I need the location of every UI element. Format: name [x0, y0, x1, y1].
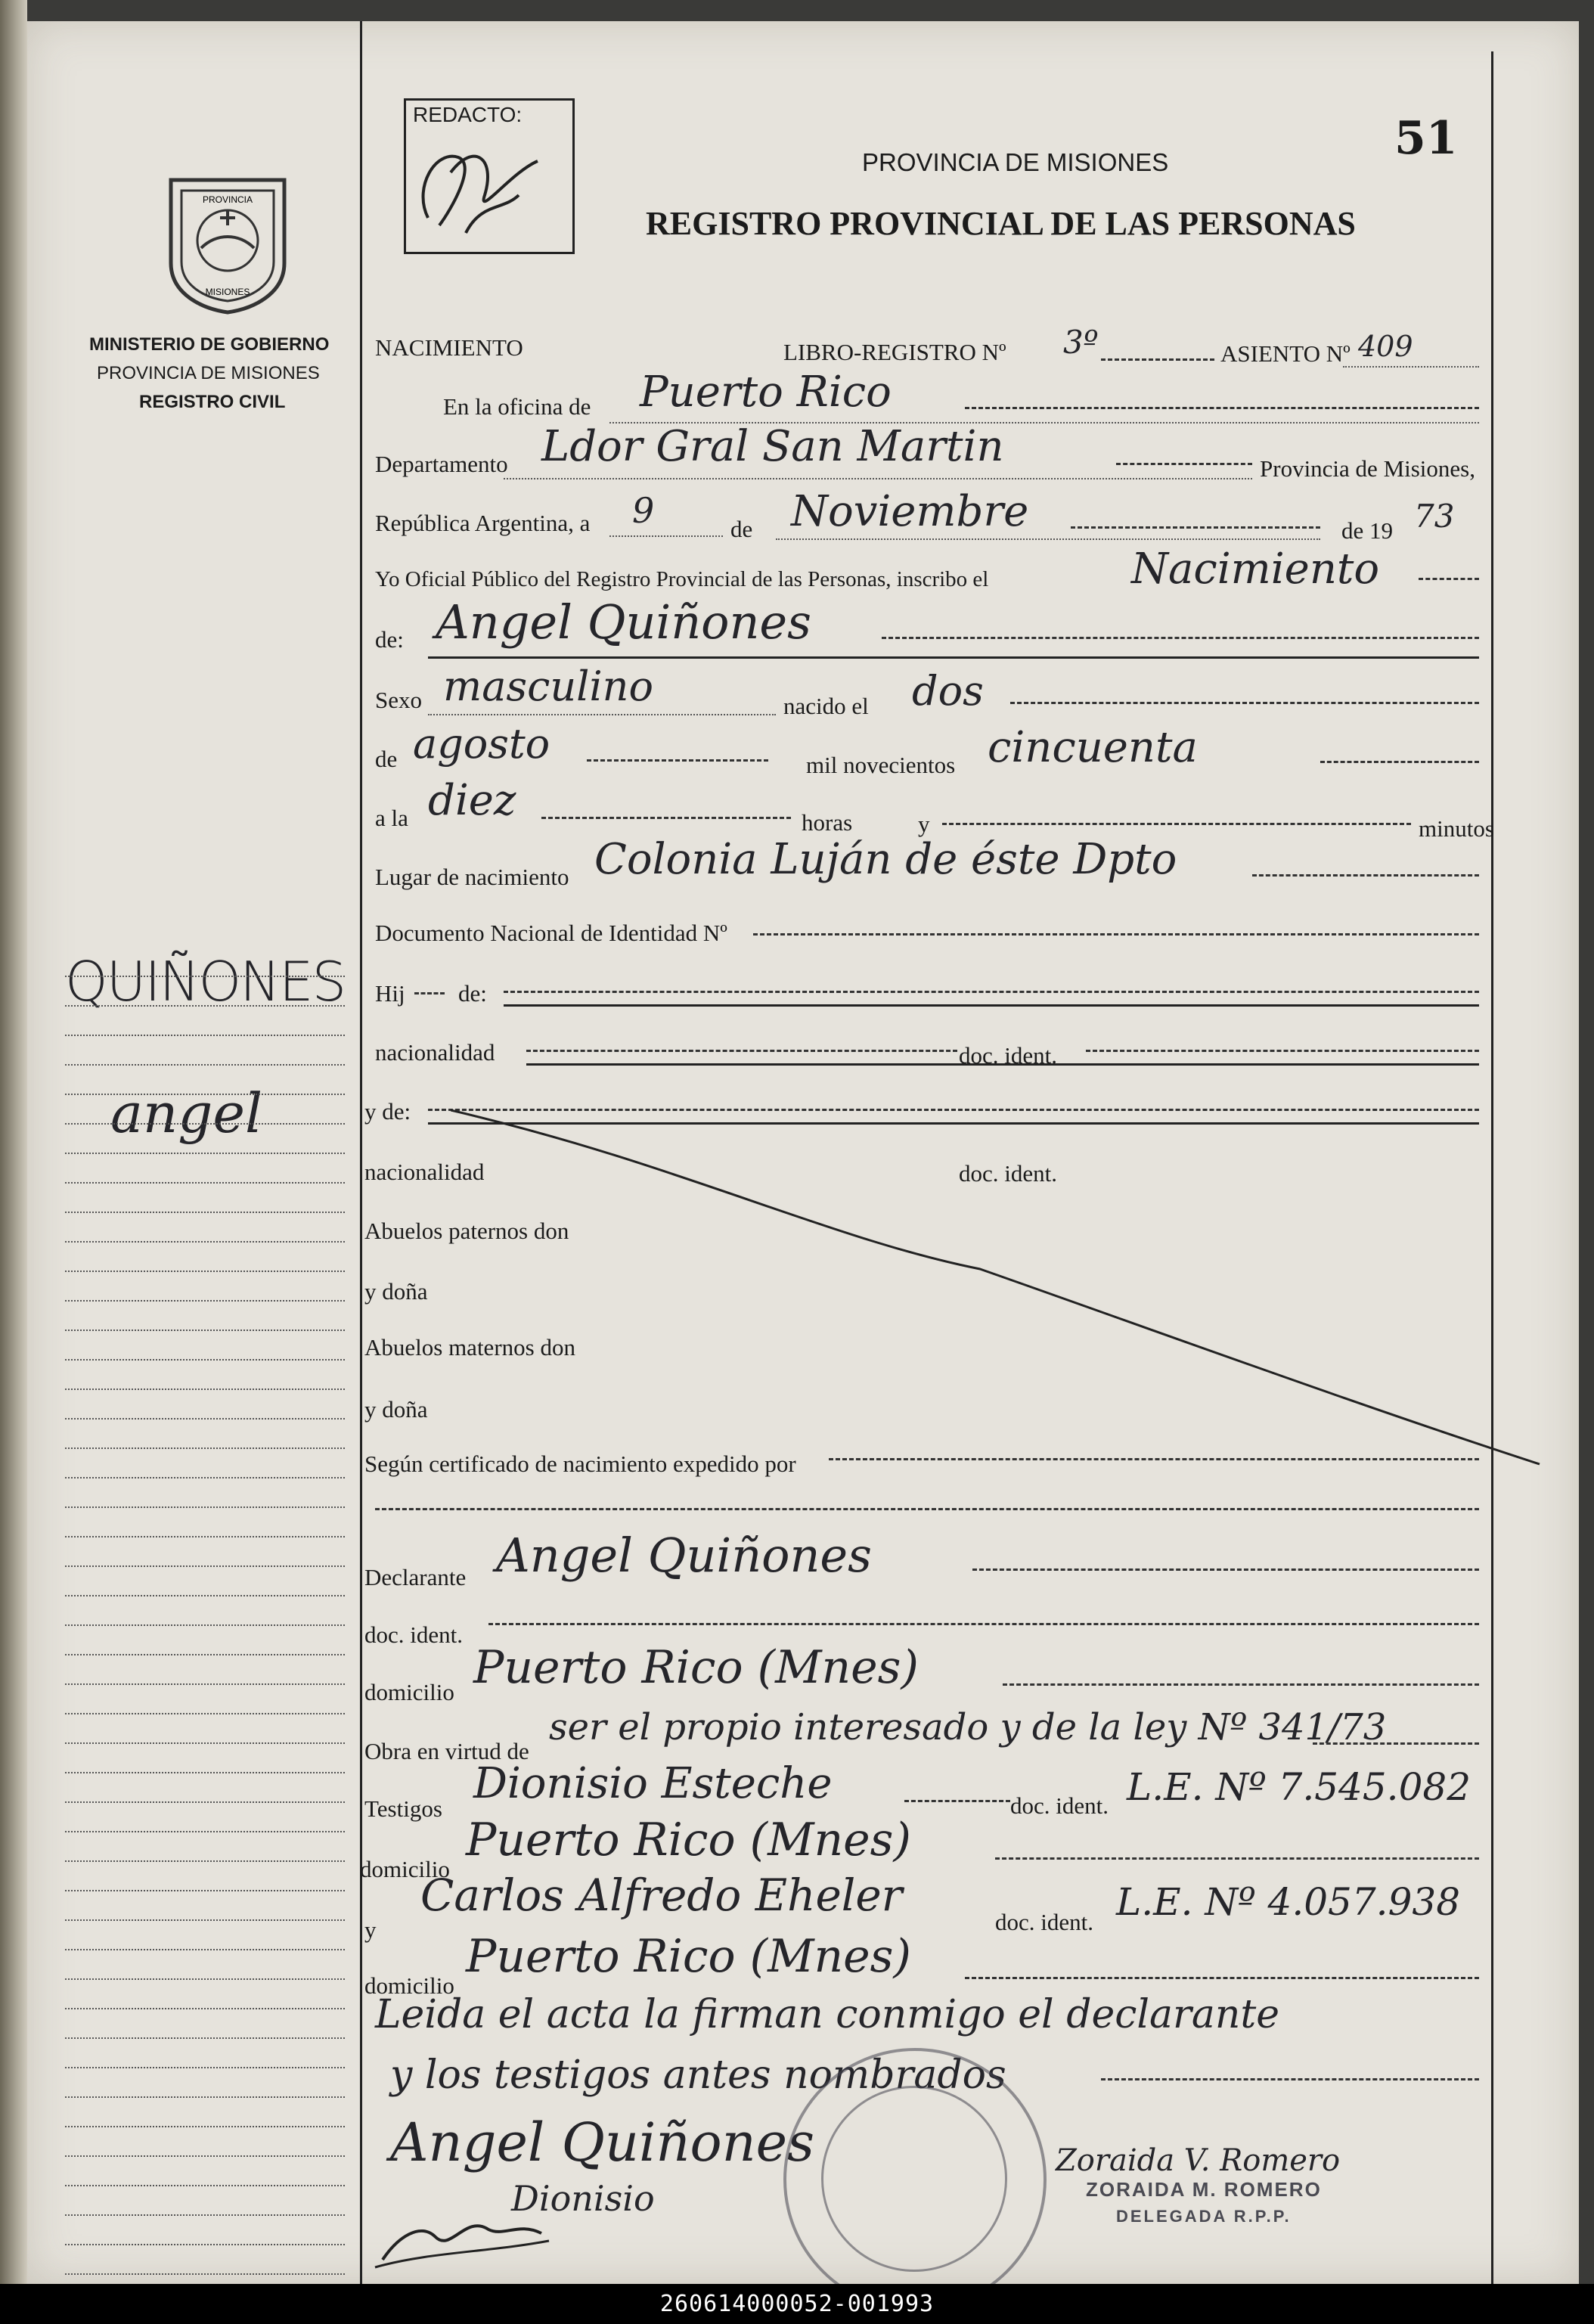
sidebar-ruling-line	[65, 1064, 345, 1066]
departamento-line	[504, 478, 1252, 479]
register-page	[27, 21, 1579, 2284]
sidebar-ruling-line	[65, 1477, 345, 1478]
obra-dash	[1313, 1742, 1479, 1745]
book-spine	[0, 0, 27, 2284]
obra-value: ser el propio interesado y de la ley Nº 341/73	[549, 1706, 1387, 1748]
persona-dash	[882, 637, 1479, 639]
sidebar-ruling-line	[65, 1241, 345, 1243]
horas-label: horas	[802, 809, 853, 836]
page-number: 51	[1394, 112, 1458, 165]
declarante-value: Angel Quiñones	[496, 1528, 872, 1583]
sidebar-ruling-line	[65, 1772, 345, 1773]
sidebar-ruling-line	[65, 1978, 345, 1980]
doc-ident-label: doc. ident.	[959, 1042, 1057, 1069]
sidebar-given-name: angel	[110, 1081, 263, 1145]
sidebar-ruling-line	[65, 2067, 345, 2068]
closing-line-1: Leida el acta la firman conmigo el declarante	[375, 1992, 1280, 2037]
declarante-dash	[972, 1568, 1479, 1571]
testigo2-domicilio: Puerto Rico (Mnes)	[466, 1930, 911, 1983]
coat-of-arms-seal	[156, 165, 299, 316]
domicilio3-label: domicilio	[364, 1972, 454, 1999]
testigo1-domicilio-dash	[995, 1857, 1479, 1860]
y-label: y	[918, 811, 930, 837]
header-province: PROVINCIA DE MISIONES	[862, 148, 1169, 176]
testigo1-dash	[904, 1800, 1010, 1802]
sidebar-ruling-line	[65, 1300, 345, 1302]
cancel-diagonal-line	[451, 1103, 1547, 1466]
doc-ident5-label: doc. ident.	[995, 1909, 1093, 1935]
year-label: de 19	[1341, 517, 1394, 544]
sidebar-ruling-line	[65, 1860, 345, 1862]
asiento-label: ASIENTO Nº	[1220, 340, 1351, 367]
nacionalidad2-label: nacionalidad	[364, 1159, 485, 1185]
persona-underline	[428, 656, 1479, 659]
sidebar-ruling-line	[65, 2008, 345, 2009]
minutos-dash	[942, 823, 1411, 825]
sidebar-ruling-line	[65, 1153, 345, 1154]
abuelos-paternos-label: Abuelos paternos don	[364, 1218, 569, 1244]
doc-ident2-label: doc. ident.	[959, 1160, 1057, 1187]
y-dona-label: y doña	[364, 1278, 428, 1305]
y-dona2-label: y doña	[364, 1396, 428, 1423]
mes-de-label: de	[730, 516, 753, 542]
hijo-underline	[504, 1004, 1479, 1007]
mes-dash	[1071, 526, 1320, 529]
departamento-value: Ldor Gral San Martin	[541, 422, 1004, 471]
closing-line-2: y los testigos antes nombrados	[390, 2053, 1006, 2098]
sidebar-ruling-line	[65, 1536, 345, 1537]
oficial-label: Yo Oficial Público del Registro Provincial de las Personas, inscribo el	[375, 567, 989, 591]
certificado-label: Según certificado de nacimiento expedido por	[364, 1451, 796, 1477]
inscripcion-value: Nacimiento	[1131, 545, 1380, 594]
hijo-label: Hij	[375, 980, 405, 1007]
sidebar-ruling-line	[65, 1565, 345, 1567]
sidebar-ruling-line	[65, 1212, 345, 1213]
sidebar-ruling-line	[65, 2126, 345, 2127]
sidebar-ruling-line	[65, 1330, 345, 1331]
nacido-anio: cincuenta	[988, 723, 1198, 772]
sidebar-registry: REGISTRO CIVIL	[139, 392, 286, 412]
oficina-value: Puerto Rico	[640, 368, 892, 417]
mil-label: mil novecientos	[806, 752, 956, 778]
sidebar-ruling-line	[65, 1801, 345, 1803]
provincia-suffix: Provincia de Misiones,	[1260, 455, 1475, 482]
sidebar-surname: QUIÑONES	[65, 950, 346, 1013]
testigos-label: Testigos	[364, 1795, 442, 1822]
dia-line	[609, 535, 723, 537]
sidebar-ruling-line	[65, 1595, 345, 1596]
nacido-mes-dash	[587, 759, 768, 762]
oficina-dash	[965, 407, 1479, 409]
libro-dash	[1101, 358, 1214, 361]
sidebar-ruling-line	[65, 1624, 345, 1626]
sidebar-ruling-line	[65, 1447, 345, 1449]
sidebar-province: PROVINCIA DE MISIONES	[97, 363, 320, 383]
officer-signature: Zoraida V. Romero	[1056, 2143, 1341, 2178]
sidebar-ruling-line	[65, 2155, 345, 2157]
dni-dash	[753, 933, 1479, 935]
domicilio2-label: domicilio	[360, 1856, 450, 1882]
abuelos-maternos-label: Abuelos maternos don	[364, 1334, 575, 1361]
sidebar-ruling-line	[65, 1359, 345, 1361]
doc-ident3-label: doc. ident.	[364, 1621, 463, 1648]
left-margin-rule	[360, 21, 362, 2284]
doc-ident-dash	[1086, 1050, 1479, 1052]
nacido-anio-dash	[1320, 761, 1479, 763]
sidebar-ruling-line	[65, 2096, 345, 2098]
domicilio-label: domicilio	[364, 1679, 454, 1705]
hijo-short-dash	[414, 992, 445, 994]
nacido-dia: dos	[912, 667, 984, 715]
year-value: 73	[1414, 498, 1455, 535]
ala-label: a la	[375, 805, 408, 831]
hijo-dash	[504, 991, 1479, 993]
sidebar-ruling-line	[65, 2273, 345, 2275]
witness-signature-2	[367, 2199, 564, 2275]
sidebar-ruling-line	[65, 1742, 345, 1744]
sidebar-ruling-line	[65, 1182, 345, 1184]
testigo2-value: Carlos Alfredo Eheler	[420, 1869, 903, 1921]
svg-text:MISIONES: MISIONES	[205, 287, 250, 297]
nacionalidad-underline	[526, 1063, 1479, 1066]
svg-text:PROVINCIA: PROVINCIA	[202, 194, 253, 205]
obra-label: Obra en virtud de	[364, 1738, 529, 1764]
sidebar-ruling-line	[65, 2185, 345, 2186]
nacionalidad-label: nacionalidad	[375, 1039, 495, 1066]
sidebar-ruling-line	[65, 1919, 345, 1921]
libro-label: LIBRO-REGISTRO Nº	[783, 339, 1006, 365]
testigo1-doc: L.E. Nº 7.545.082	[1127, 1765, 1472, 1809]
record-type-label: NACIMIENTO	[375, 334, 523, 361]
testigo2-domicilio-dash	[965, 1977, 1479, 1979]
declarante-label: Declarante	[364, 1564, 467, 1590]
persona-value: Angel Quiñones	[436, 594, 811, 650]
sidebar-ministry: MINISTERIO DE GOBIERNO	[89, 334, 330, 355]
sidebar-ruling-line	[65, 1005, 345, 1007]
republica-label: República Argentina, a	[375, 510, 591, 536]
domicilio-value: Puerto Rico (Mnes)	[473, 1641, 919, 1694]
minutos-label: minutos	[1419, 815, 1494, 842]
doc-ident4-label: doc. ident.	[1010, 1792, 1109, 1819]
dni-label: Documento Nacional de Identidad Nº	[375, 920, 727, 946]
certificado-dash	[829, 1458, 1479, 1460]
lugar-label: Lugar de nacimiento	[375, 864, 569, 890]
testigo1-domicilio: Puerto Rico (Mnes)	[466, 1814, 911, 1866]
image-id-footer: 260614000052-001993	[0, 2284, 1594, 2324]
sidebar-ruling-line	[65, 1713, 345, 1714]
sidebar-ruling-line	[65, 1389, 345, 1390]
witness-signature: Dionisio	[511, 2178, 655, 2219]
testigo2-doc: L.E. Nº 4.057.938	[1116, 1880, 1461, 1924]
lugar-dash	[1252, 874, 1479, 877]
nacido-dash	[1010, 702, 1479, 704]
hijo-de-label: de:	[458, 980, 487, 1007]
sidebar-ruling-line	[65, 1094, 345, 1095]
de-mes-label: de	[375, 746, 398, 772]
testigo1-value: Dionisio Esteche	[473, 1759, 833, 1808]
redacto-label: REDACTO:	[413, 103, 523, 126]
hora-dash	[541, 817, 791, 819]
hora-value: diez	[428, 776, 516, 825]
sidebar-ruling-line	[65, 1123, 345, 1125]
asiento-value: 409	[1358, 330, 1413, 363]
sidebar-ruling-line	[65, 1890, 345, 1891]
mes-value: Noviembre	[791, 487, 1029, 536]
header-registry: REGISTRO PROVINCIAL DE LAS PERSONAS	[646, 205, 1356, 242]
inscripcion-dash	[1419, 578, 1479, 580]
y-de-label: y de:	[364, 1098, 411, 1125]
certificado-dash-2	[375, 1508, 1479, 1510]
officer-stamp-name: ZORAIDA M. ROMERO	[1086, 2178, 1322, 2201]
sidebar-ruling-line	[65, 1506, 345, 1508]
lugar-value: Colonia Luján de éste Dpto	[594, 835, 1177, 884]
nacido-mes: agosto	[413, 720, 550, 768]
sidebar-ruling-line	[65, 1035, 345, 1036]
oficina-label: En la oficina de	[443, 393, 591, 420]
dia-value: 9	[632, 490, 655, 531]
sidebar-ruling-line	[65, 1949, 345, 1950]
sexo-value: masculino	[443, 662, 653, 710]
redacto-signature	[405, 127, 564, 248]
sidebar-ruling-line	[65, 2214, 345, 2216]
nacionalidad-dash	[526, 1050, 957, 1052]
sidebar-ruling-line	[65, 1831, 345, 1832]
mes-line	[776, 538, 1320, 540]
asiento-line	[1343, 366, 1479, 368]
sidebar-ruling-line	[65, 1271, 345, 1272]
declarante-signature: Angel Quiñones	[390, 2111, 815, 2174]
sexo-line	[428, 714, 776, 715]
y2-label: y	[364, 1916, 377, 1943]
sidebar-ruling-line	[65, 2244, 345, 2245]
libro-value: 3º	[1063, 324, 1099, 361]
official-circular-stamp-inner	[821, 2086, 1007, 2272]
closing-dash	[1101, 2078, 1479, 2080]
sidebar-ruling-line	[65, 1418, 345, 1420]
sidebar-ruling-line	[65, 2037, 345, 2039]
officer-stamp-title: DELEGADA R.P.P.	[1116, 2207, 1292, 2226]
sidebar-ruling-line	[65, 1654, 345, 1655]
sexo-label: Sexo	[375, 687, 422, 713]
de-persona-label: de:	[375, 626, 404, 653]
doc-ident3-dash	[488, 1623, 1479, 1625]
nacido-label: nacido el	[783, 693, 869, 719]
sidebar-ruling-line	[65, 1683, 345, 1685]
domicilio-dash	[1003, 1683, 1479, 1686]
sidebar-ruling-line	[65, 976, 345, 977]
departamento-dash	[1116, 463, 1252, 465]
departamento-label: Departamento	[375, 451, 508, 477]
